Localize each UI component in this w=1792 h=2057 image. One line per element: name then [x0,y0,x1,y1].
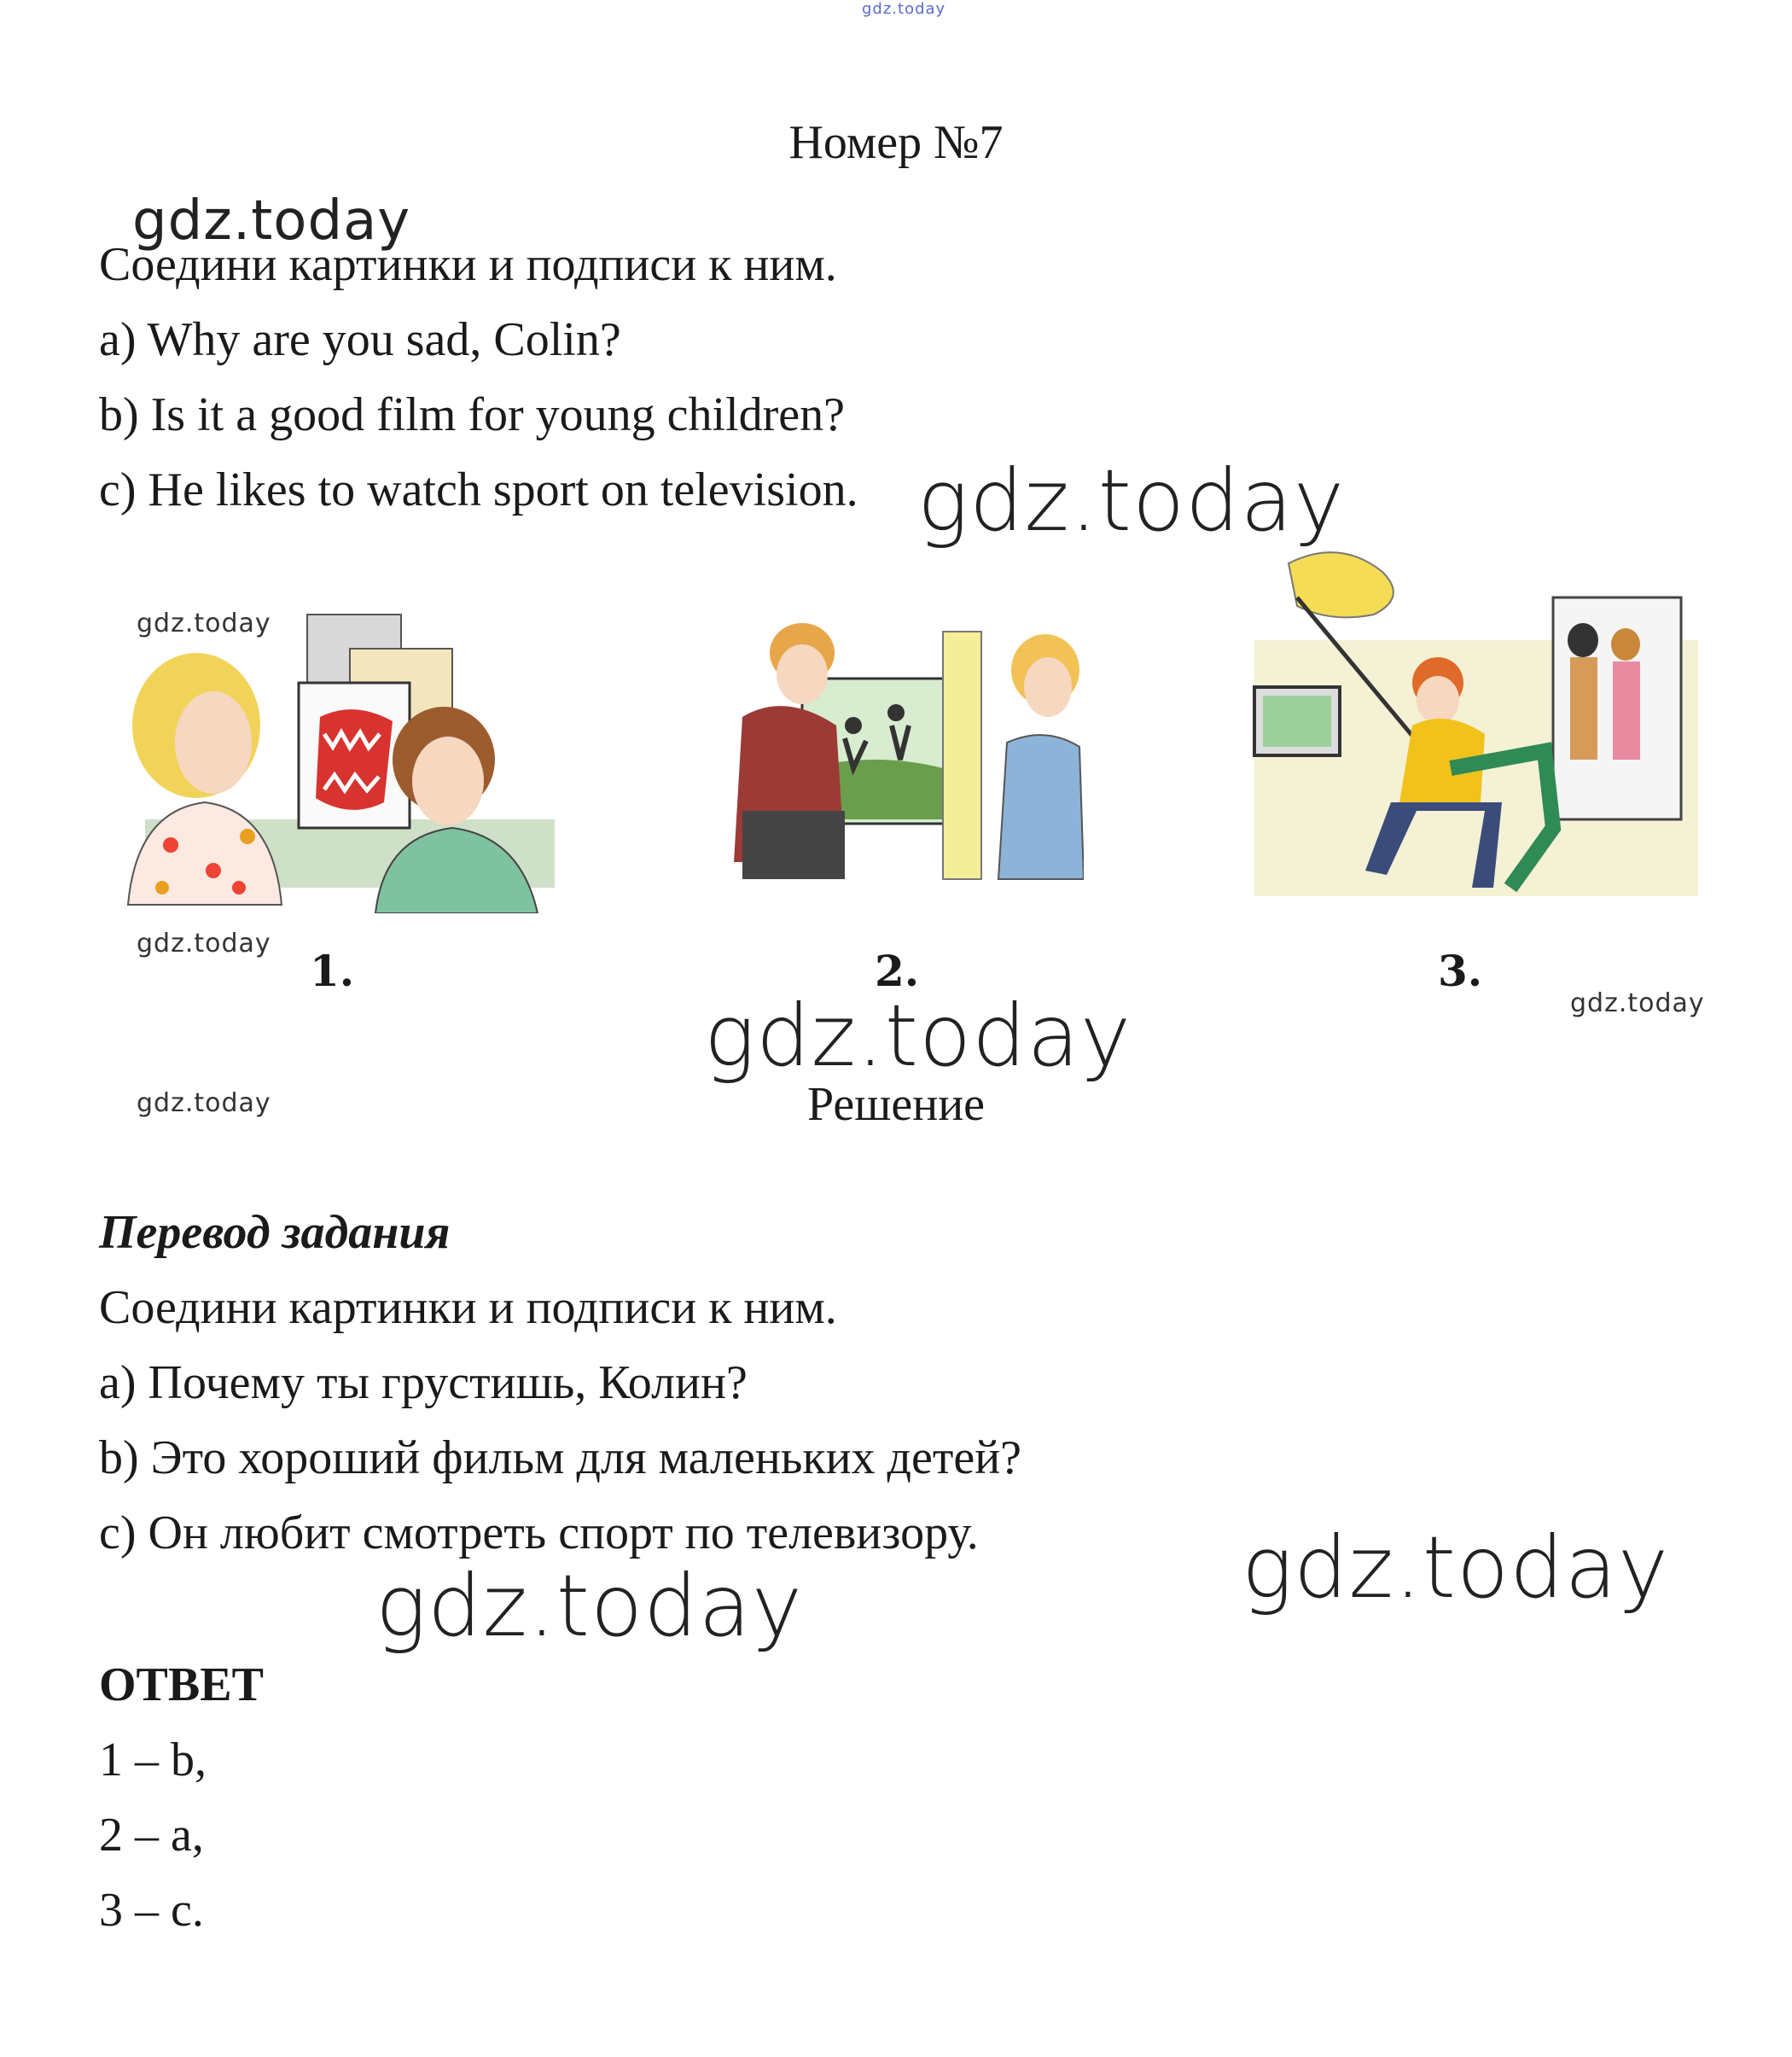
picture-2-label: 2. [875,946,920,996]
answer-item-3: 3 – c. [99,1884,204,1937]
picture-3-illustration [1237,546,1715,913]
watermark: gdz.today [1570,988,1705,1018]
solution-heading: Решение [806,1078,986,1131]
translation-heading: Перевод задания [99,1206,451,1259]
translation-item-c: c) Он любит смотреть спорт по телевизору. [99,1506,979,1559]
task-item-b: b) Is it a good film for young children? [99,388,846,441]
task-instruction: Соедини картинки и подписи к ним. [99,238,837,291]
task-item-a: a) Why are you sad, Colin? [99,313,621,366]
watermark: gdz.today [137,929,271,959]
page-title: Номер №7 [788,116,1004,169]
watermark: gdz.today [917,451,1346,551]
answer-item-2: 2 – a, [99,1809,204,1862]
watermark: gdz.today [704,986,1132,1086]
picture-3-label: 3. [1438,946,1483,996]
watermark: gdz.today [1242,1518,1670,1617]
answer-item-1: 1 – b, [99,1734,207,1786]
watermark: gdz.today [137,1088,271,1118]
picture-2-illustration [725,597,1084,883]
answer-heading: ОТВЕТ [99,1658,264,1711]
translation-item-a: a) Почему ты грустишь, Колин? [99,1356,748,1409]
watermark: gdz.today [137,609,271,638]
translation-item-b: b) Это хороший фильм для маленьких детей? [99,1431,1022,1484]
picture-1-label: 1. [310,946,355,996]
picture-1-illustration [111,597,572,913]
watermark-top: gdz.today [862,0,946,18]
watermark: gdz.today [132,189,411,253]
translation-instruction: Соедини картинки и подписи к ним. [99,1281,837,1334]
task-item-c: c) He likes to watch sport on television. [99,463,858,516]
watermark: gdz.today [375,1556,804,1656]
